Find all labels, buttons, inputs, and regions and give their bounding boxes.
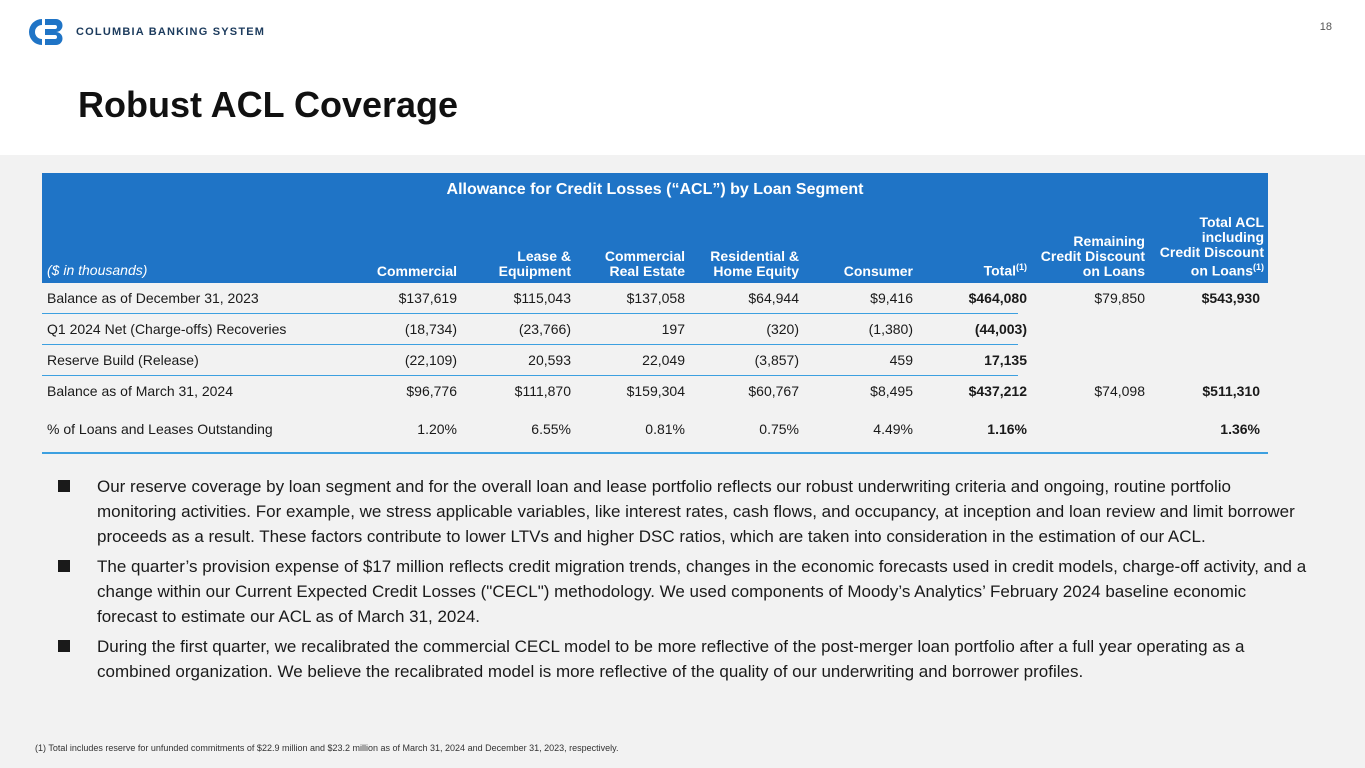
table-cell: $111,870 <box>514 383 571 399</box>
table-cell: 1.36% <box>1220 421 1260 437</box>
brand-logo <box>26 16 265 48</box>
table-cell: 0.81% <box>645 421 685 437</box>
table-cell: 459 <box>889 352 913 368</box>
table-cell: (23,766) <box>518 321 571 337</box>
column-header-line: Lease & <box>517 248 571 264</box>
bullet-item <box>58 474 1308 549</box>
unit-label: ($ in thousands) <box>47 262 148 278</box>
column-header-line: Remaining <box>1073 233 1145 249</box>
footnote: (1) Total includes reserve for unfunded commitments of $22.9 million and $23.2 million as of March 31, 2024 and December 31, 2023, respectively. <box>35 743 619 753</box>
bullet-item <box>58 634 1308 684</box>
table-cell: 197 <box>661 321 685 337</box>
table-header <box>42 173 1268 283</box>
table-cell: 20,593 <box>528 352 571 368</box>
table-cell: $74,098 <box>1094 383 1145 399</box>
column-header-line: Real Estate <box>609 263 685 279</box>
column-header-line: Home Equity <box>713 263 799 279</box>
column-header-6 <box>984 260 1027 279</box>
table-cell: 22,049 <box>642 352 685 368</box>
square-bullet-icon <box>58 480 70 492</box>
table-cell: 0.75% <box>759 421 799 437</box>
bullet-text: Our reserve coverage by loan segment and for the overall loan and lease portfolio reflects our robust underwriting criteria and ongoing, routine portfolio monitoring activities. For example, we stress applicable variables, like interest rates, cash flows, and occupancy, at inception and loan review and limit borrower proceeds as a result. These factors contribute to lower LTVs and higher DSC ratios, which are taken into consideration in the estimation of our ACL. <box>97 477 1295 546</box>
square-bullet-icon <box>58 640 70 652</box>
table-cell: $543,930 <box>1201 290 1260 306</box>
column-header-line: Consumer <box>843 263 913 279</box>
table-row <box>42 283 1268 314</box>
table-cell: $115,043 <box>513 290 571 306</box>
table-cell: $437,212 <box>968 383 1027 399</box>
column-header-line: Equipment <box>498 263 571 279</box>
table-row <box>42 414 1268 452</box>
bullet-text: During the first quarter, we recalibrated the commercial CECL model to be more reflective of the post-merger loan portfolio after a full year operating as a combined organization. We believe the recalibrated model is more reflective of the quality of our underwriting and borrower profiles. <box>97 637 1245 681</box>
column-header-line: Credit Discount <box>1159 244 1264 261</box>
row-label: % of Loans and Leases Outstanding <box>47 421 273 437</box>
table-cell: 1.16% <box>987 421 1027 437</box>
table-cell: $96,776 <box>406 383 457 399</box>
brand-name: COLUMBIA BANKING SYSTEM <box>76 26 266 38</box>
column-header-line: on Loans <box>1190 263 1253 279</box>
table-row <box>42 345 1268 376</box>
table-row <box>42 376 1268 414</box>
table-cell: $159,304 <box>626 383 685 399</box>
column-header-line: Commercial <box>376 263 457 279</box>
row-label: Balance as of December 31, 2023 <box>47 290 259 306</box>
table-cell: $8,495 <box>870 383 913 399</box>
bullet-text: The quarter’s provision expense of $17 million reflects credit migration trends, changes in the economic forecasts used in credit models, charge-off activity, and a change within our Current Expected Credit Losses ("CECL") methodology. We used components of Moody’s Analytics’ February 2024 baseline economic forecast to estimate our ACL as of March 31, 2024. <box>97 557 1307 626</box>
column-header-line: on Loans <box>1082 263 1145 279</box>
acl-table <box>42 173 1268 454</box>
slide-header <box>0 0 1365 155</box>
column-header-5 <box>844 264 913 279</box>
table-cell: (3,857) <box>754 352 799 368</box>
footnote-marker: (1) <box>1016 262 1027 273</box>
table-cell: 17,135 <box>984 352 1027 368</box>
table-cell: $464,080 <box>968 290 1027 306</box>
table-title: Allowance for Credit Losses (“ACL”) by Loan Segment <box>446 181 864 198</box>
row-label: Q1 2024 Net (Charge-offs) Recoveries <box>47 321 287 337</box>
column-header-line: Total <box>983 263 1016 279</box>
table-cell: $137,058 <box>626 290 685 306</box>
table-cell: $137,619 <box>398 290 457 306</box>
page-number: 18 <box>1319 21 1332 33</box>
column-header-7 <box>1041 234 1145 279</box>
table-cell: $511,310 <box>1202 383 1260 399</box>
bullet-list <box>58 474 1308 689</box>
table-cell: (18,734) <box>404 321 457 337</box>
page-title: Robust ACL Coverage <box>78 84 459 125</box>
table-body <box>42 283 1268 452</box>
footnote-marker: (1) <box>1253 262 1264 273</box>
column-header-4 <box>710 249 799 279</box>
column-header-line: Residential & <box>710 248 799 264</box>
table-bottom-rule <box>42 452 1268 454</box>
column-header-line: Total ACL <box>1199 214 1264 231</box>
table-cell: (22,109) <box>404 352 457 368</box>
table-cell: (44,003) <box>974 321 1027 337</box>
row-label: Balance as of March 31, 2024 <box>47 383 234 399</box>
table-cell: (1,380) <box>868 321 913 337</box>
table-cell: $60,767 <box>748 383 799 399</box>
column-header-line: Credit Discount <box>1040 248 1145 264</box>
column-header-3 <box>605 249 685 279</box>
square-bullet-icon <box>58 560 70 572</box>
bullet-item <box>58 554 1308 629</box>
table-cell: $79,850 <box>1094 290 1145 306</box>
column-header-2 <box>499 249 571 279</box>
table-cell: $9,416 <box>870 290 913 306</box>
column-header-8 <box>1160 215 1264 279</box>
column-header-line: including <box>1201 229 1264 246</box>
column-header-line: Commercial <box>604 248 685 264</box>
table-cell: $64,944 <box>748 290 799 306</box>
row-label: Reserve Build (Release) <box>47 352 199 368</box>
column-header-1 <box>377 264 457 279</box>
table-cell: 6.55% <box>531 421 571 437</box>
table-row <box>42 314 1268 345</box>
table-cell: 4.49% <box>873 421 913 437</box>
cb-logo-icon <box>26 16 68 48</box>
table-cell: 1.20% <box>417 421 457 437</box>
table-cell: (320) <box>766 321 799 337</box>
